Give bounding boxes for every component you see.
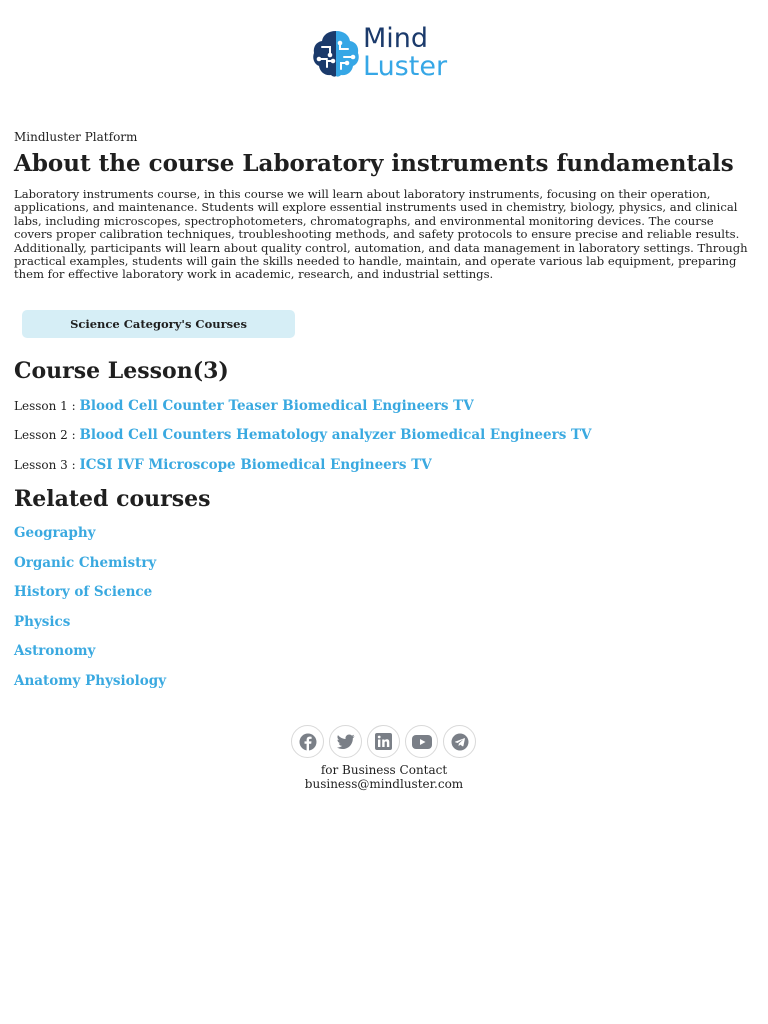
- facebook-button[interactable]: [291, 725, 324, 758]
- business-contact-email[interactable]: business@mindluster.com: [304, 777, 464, 791]
- linkedin-button[interactable]: [367, 725, 400, 758]
- lesson-link[interactable]: Blood Cell Counter Teaser Biomedical Engineers TV: [79, 398, 474, 414]
- logo-line1: Mind: [363, 23, 429, 54]
- lesson-item: [14, 398, 474, 414]
- related-course-link[interactable]: Geography: [14, 525, 96, 541]
- related-course-link[interactable]: History of Science: [14, 584, 153, 600]
- platform-label: Mindluster Platform: [14, 130, 138, 144]
- lesson-item: [14, 427, 592, 443]
- related-course-link[interactable]: Organic Chemistry: [14, 555, 157, 571]
- related-course-link[interactable]: Astronomy: [14, 643, 96, 659]
- course-description: Laboratory instruments course, in this course we will learn about laboratory instruments, focusing on their operation, applications, and maintenance. Students will explore essential instruments used in chemistry, biology, physics, and clinical labs, including microscopes, spectrophotometers, chromatographs, and environmental monitoring devices. The course covers proper calibration techniques, troubleshooting methods, and safety protocols to ensure precise and reliable results. Additionally, participants will learn about quality control, automation, and data management in laboratory settings. Through practical examples, students will gain the skills needed to handle, maintain, and operate various lab equipment, preparing them for effective laboratory work in academic, research, and industrial settings.: [14, 187, 748, 282]
- linkedin-icon: [375, 733, 392, 750]
- related-course-link[interactable]: Physics: [14, 614, 71, 630]
- logo-line2: Luster: [363, 51, 448, 82]
- brain-icon: [311, 27, 361, 79]
- mindluster-logo[interactable]: [311, 23, 461, 83]
- lesson-prefix: Lesson 1 :: [14, 399, 80, 413]
- lessons-section-title: Course Lesson(3): [14, 358, 229, 384]
- logo-wordmark: [363, 25, 447, 81]
- business-contact-label: for Business Contact: [320, 763, 448, 777]
- facebook-icon: [299, 733, 317, 751]
- social-links: [291, 725, 476, 758]
- category-courses-button[interactable]: Science Category's Courses: [22, 310, 295, 338]
- lesson-link[interactable]: ICSI IVF Microscope Biomedical Engineers TV: [79, 457, 432, 473]
- lesson-prefix: Lesson 2 :: [14, 428, 80, 442]
- twitter-icon: [337, 734, 355, 750]
- page-title: About the course Laboratory instruments fundamentals: [14, 150, 734, 177]
- telegram-icon: [451, 733, 469, 751]
- related-section-title: Related courses: [14, 486, 211, 512]
- lesson-item: [14, 457, 432, 473]
- lesson-link[interactable]: Blood Cell Counters Hematology analyzer Biomedical Engineers TV: [79, 427, 592, 443]
- twitter-button[interactable]: [329, 725, 362, 758]
- related-course-link[interactable]: Anatomy Physiology: [14, 673, 167, 689]
- telegram-button[interactable]: [443, 725, 476, 758]
- lesson-prefix: Lesson 3 :: [14, 458, 80, 472]
- youtube-button[interactable]: [405, 725, 438, 758]
- youtube-icon: [412, 735, 432, 749]
